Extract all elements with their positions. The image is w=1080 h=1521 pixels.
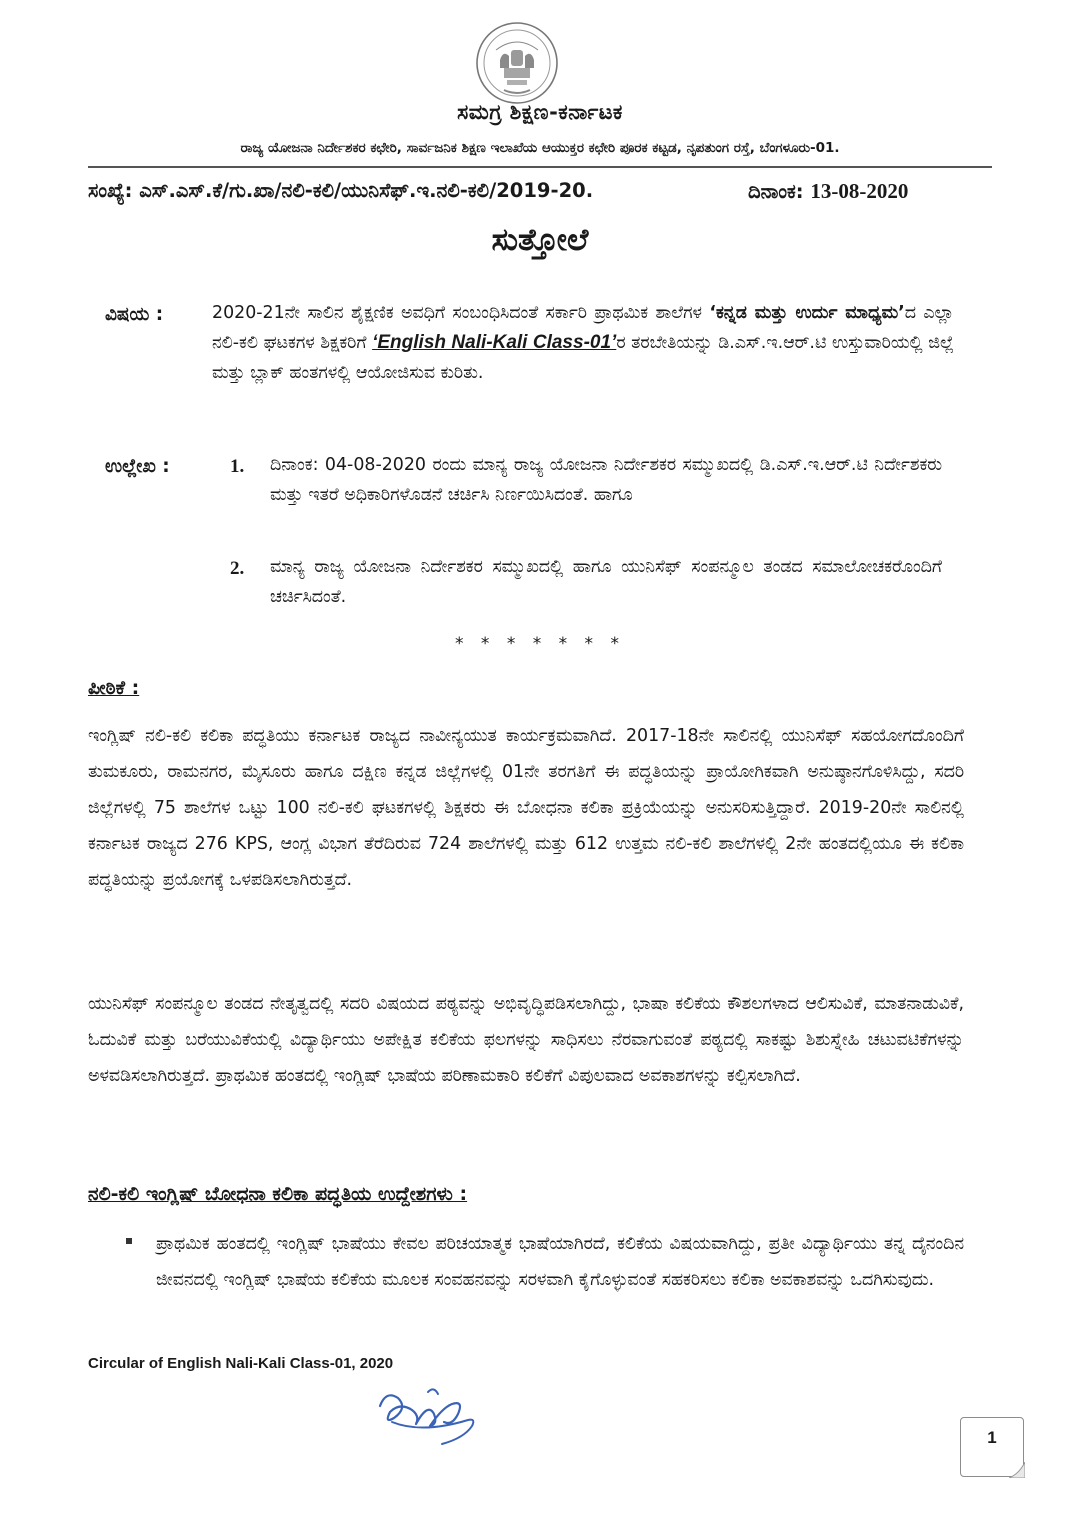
objective-item-1: ಪ್ರಾಥಮಿಕ ಹಂತದಲ್ಲಿ ಇಂಗ್ಲಿಷ್ ಭಾಷೆಯು ಕೇವಲ ಪರಿಚಯಾತ್ಮಕ ಭಾಷೆಯಾಗಿರದೆ, ಕಲಿಕೆಯ ವಿಷಯವಾಗಿದ್ದು, ಪ್ರತೀ ವಿದ್ಯಾರ್ಥಿಯು ತನ್ನ ದೈನಂದಿನ ಜೀವನದಲ್ಲಿ ಇಂಗ್ಲಿಷ್ ಭಾಷೆಯ ಕಲಿಕೆಯ ಮೂಲಕ ಸಂವಹನವನ್ನು ಸರಳವಾಗಿ ಕೈಗೊಳ್ಳುವಂತೆ ಸಹಕರಿಸಲು ಕಲಿಕಾ ಅವಕಾಶವನ್ನು ಒದಗಿಸುವುದು. bbox=[156, 1234, 964, 1290]
page-curl-icon bbox=[1009, 1462, 1025, 1478]
preamble-heading: ಪೀಠಿಕೆ : bbox=[88, 677, 140, 699]
document-title: ಸುತ್ತೋಲೆ bbox=[491, 222, 589, 258]
subject-medium: ‘ಕನ್ನಡ ಮತ್ತು ಉರ್ದು ಮಾಧ್ಯಮ’ bbox=[709, 303, 905, 323]
page-number: 1 bbox=[987, 1428, 997, 1447]
subject-english-class: ‘English Nali-Kali Class-01’ bbox=[372, 332, 617, 353]
office-address: ರಾಜ್ಯ ಯೋಜನಾ ನಿರ್ದೇಶಕರ ಕಛೇರಿ, ಸಾರ್ವಜನಿಕ ಶಿಕ್ಷಣ ಇಲಾಖೆಯ ಆಯುಕ್ತರ ಕಛೇರಿ ಪೂರಕ ಕಟ್ಟಡ, ನೃಪತುಂಗ ರಸ್ತೆ, ಬೆಂಗಳೂರು-01. bbox=[240, 140, 840, 156]
karnataka-government-emblem-icon bbox=[474, 20, 560, 106]
handwritten-signature-icon bbox=[372, 1378, 492, 1458]
subject-label: ವಿಷಯ : bbox=[105, 304, 164, 325]
reference-item-1: ದಿನಾಂಕ: 04-08-2020 ರಂದು ಮಾನ್ಯ ರಾಜ್ಯ ಯೋಜನಾ ನಿರ್ದೇಶಕರ ಸಮ್ಮುಖದಲ್ಲಿ ಡಿ.ಎಸ್.ಇ.ಆರ್.ಟಿ ನಿರ್ದೇಶಕರು ಮತ್ತು ಇತರೆ ಅಧಿಕಾರಿಗಳೊಡನೆ ಚರ್ಚಿಸಿ ನಿರ್ಣಯಿಸಿದಂತೆ. ಹಾಗೂ bbox=[270, 455, 942, 505]
subject-text-part-1: 2020-21ನೇ ಸಾಲಿನ ಶೈಕ್ಷಣಿಕ ಅವಧಿಗೆ ಸಂಬಂಧಿಸಿದಂತೆ ಸರ್ಕಾರಿ ಪ್ರಾಥಮಿಕ ಶಾಲೆಗಳ bbox=[212, 303, 710, 323]
preamble-paragraph-2: ಯುನಿಸೆಫ್ ಸಂಪನ್ಮೂಲ ತಂಡದ ನೇತೃತ್ವದಲ್ಲಿ ಸದರಿ ವಿಷಯದ ಪಠ್ಯವನ್ನು ಅಭಿವೃದ್ಧಿಪಡಿಸಲಾಗಿದ್ದು, ಭಾಷಾ ಕಲಿಕೆಯ ಕೌಶಲಗಳಾದ ಆಲಿಸುವಿಕೆ, ಮಾತನಾಡುವಿಕೆ, ಓದುವಿಕೆ ಮತ್ತು ಬರೆಯುವಿಕೆಯಲ್ಲಿ ವಿದ್ಯಾರ್ಥಿಯು ಅಪೇಕ್ಷಿತ ಕಲಿಕೆಯ ಫಲಗಳನ್ನು ಸಾಧಿಸಲು ನೆರವಾಗುವಂತೆ ಪಠ್ಯದಲ್ಲಿ ಸಾಕಷ್ಟು ಶಿಶುಸ್ನೇಹಿ ಚಟುವಟಿಕೆಗಳನ್ನು ಅಳವಡಿಸಲಾಗಿರುತ್ತದೆ. ಪ್ರಾಥಮಿಕ ಹಂತದಲ್ಲಿ ಇಂಗ್ಲಿಷ್ ಭಾಷೆಯ ಪರಿಣಾಮಕಾರಿ ಕಲಿಕೆಗೆ ವಿಪುಲವಾದ ಅವಕಾಶಗಳನ್ನು ಕಲ್ಪಿಸಲಾಗಿದೆ. bbox=[88, 994, 964, 1086]
subject-text bbox=[212, 298, 954, 388]
footer-caption: Circular of English Nali-Kali Class-01, 2020 bbox=[88, 1355, 394, 1372]
objectives-heading: ನಲಿ-ಕಲಿ ಇಂಗ್ಲಿಷ್ ಬೋಧನಾ ಕಲಿಕಾ ಪದ್ಧತಿಯ ಉದ್ದೇಶಗಳು : bbox=[88, 1183, 468, 1205]
reference-number-2: 2. bbox=[230, 558, 245, 579]
reference-item-2: ಮಾನ್ಯ ರಾಜ್ಯ ಯೋಜನಾ ನಿರ್ದೇಶಕರ ಸಮ್ಮುಖದಲ್ಲಿ ಹಾಗೂ ಯುನಿಸೆಫ್ ಸಂಪನ್ಮೂಲ ತಂಡದ ಸಮಾಲೋಚಕರೊಂದಿಗೆ ಚರ್ಚಿಸಿದಂತೆ. bbox=[270, 557, 942, 607]
references-label: ಉಲ್ಲೇಖ : bbox=[105, 456, 170, 477]
section-separator: * * * * * * * bbox=[455, 634, 625, 654]
preamble-paragraph-1: ಇಂಗ್ಲಿಷ್ ನಲಿ-ಕಲಿ ಕಲಿಕಾ ಪದ್ಧತಿಯು ಕರ್ನಾಟಕ ರಾಜ್ಯದ ನಾವೀನ್ಯಯುತ ಕಾರ್ಯಕ್ರಮವಾಗಿದೆ. 2017-18ನೇ ಸಾಲಿನಲ್ಲಿ ಯುನಿಸೆಫ್ ಸಹಯೋಗದೊಂದಿಗೆ ತುಮಕೂರು, ರಾಮನಗರ, ಮೈಸೂರು ಹಾಗೂ ದಕ್ಷಿಣ ಕನ್ನಡ ಜಿಲ್ಲೆಗಳಲ್ಲಿ 01ನೇ ತರಗತಿಗೆ ಈ ಪದ್ಧತಿಯನ್ನು ಪ್ರಾಯೋಗಿಕವಾಗಿ ಅನುಷ್ಠಾನಗೊಳಿಸಿದ್ದು, ಸದರಿ ಜಿಲ್ಲೆಗಳಲ್ಲಿ 75 ಶಾಲೆಗಳ ಒಟ್ಟು 100 ನಲಿ-ಕಲಿ ಘಟಕಗಳಲ್ಲಿ ಶಿಕ್ಷಕರು ಈ ಬೋಧನಾ ಕಲಿಕಾ ಪ್ರಕ್ರಿಯೆಯನ್ನು ಅನುಸರಿಸುತ್ತಿದ್ದಾರೆ. 2019-20ನೇ ಸಾಲಿನಲ್ಲಿ ಕರ್ನಾಟಕ ರಾಜ್ಯದ 276 KPS, ಆಂಗ್ಲ ವಿಭಾಗ ತೆರೆದಿರುವ 724 ಶಾಲೆಗಳಲ್ಲಿ ಮತ್ತು 612 ಉತ್ತಮ ನಲಿ-ಕಲಿ ಶಾಲೆಗಳಲ್ಲಿ 2ನೇ ಹಂತದಲ್ಲಿಯೂ ಈ ಕಲಿಕಾ ಪದ್ಧತಿಯನ್ನು ಪ್ರಯೋಗಕ್ಕೆ ಒಳಪಡಿಸಲಾಗಿರುತ್ತದೆ. bbox=[88, 726, 964, 890]
date-value: 13-08-2020 bbox=[810, 179, 909, 203]
reference-number-1: 1. bbox=[230, 456, 245, 477]
organization-title: ಸಮಗ್ರ ಶಿಕ್ಷಣ-ಕರ್ನಾಟಕ bbox=[457, 100, 623, 124]
header-divider bbox=[88, 166, 992, 168]
date-label: ದಿನಾಂಕ: bbox=[748, 180, 804, 203]
page-number-box bbox=[960, 1417, 1024, 1477]
circular-reference-number: ಸಂಖ್ಯೆ: ಎಸ್.ಎಸ್.ಕೆ/ಗು.ಖಾ/ನಲಿ-ಕಲಿ/ಯುನಿಸೆಫ್.ಇ.ನಲಿ-ಕಲಿ/2019-20. bbox=[88, 179, 594, 202]
subject-text-part-2: ದ ಎಲ್ಲಾ ನಲಿ-ಕಲಿ ಘಟಕಗಳ ಶಿಕ್ಷಕರಿಗೆ bbox=[212, 303, 955, 353]
bullet-marker bbox=[126, 1238, 132, 1244]
circular-date bbox=[748, 179, 908, 204]
subject-text-part-3: ರ ತರಬೇತಿಯನ್ನು ಡಿ.ಎಸ್.ಇ.ಆರ್.ಟಿ ಉಸ್ತುವಾರಿಯಲ್ಲಿ ಜಿಲ್ಲೆ ಮತ್ತು ಬ್ಲಾಕ್ ಹಂತಗಳಲ್ಲಿ ಆಯೋಜಿಸುವ ಕುರಿತು. bbox=[212, 333, 954, 383]
